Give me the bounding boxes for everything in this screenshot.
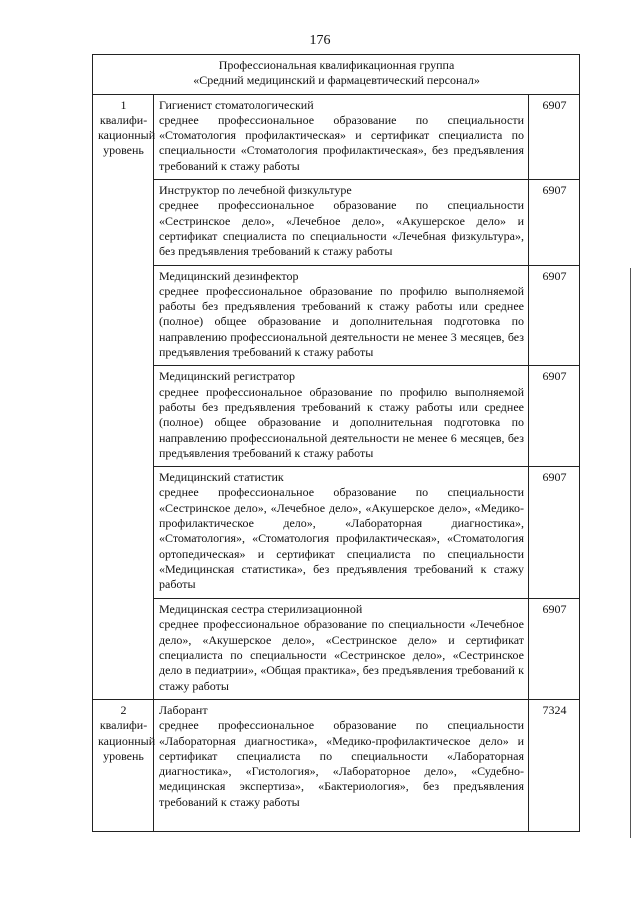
scan-edge-line [630, 268, 631, 838]
level-label-line: уровень [103, 748, 144, 763]
position-requirements: среднее профессиональное образование по профилю выполняемой работы без предъявления требований к стажу работы или среднее (полное) общее образование и дополнительная подготовка по направлению профессиональной деятельности не менее 3 месяцев, без предъявления требований к стажу работы [159, 283, 524, 360]
table-row [93, 467, 580, 599]
level-label [93, 94, 154, 699]
salary-value: 6907 [529, 94, 580, 179]
salary-value: 6907 [529, 180, 580, 265]
group-header [93, 55, 580, 95]
position-cell [154, 599, 529, 700]
position-title: Лаборант [159, 702, 208, 717]
position-requirements: среднее профессиональное образование по специальности «Стоматология профилактическая» и сертификат специалиста по специальности «Стоматология профилактическая», без предъявления требований к стажу работы [159, 112, 524, 173]
position-cell [154, 699, 529, 831]
level-label [93, 699, 154, 831]
table-row [93, 366, 580, 467]
position-cell [154, 265, 529, 366]
qualification-table [92, 54, 580, 832]
salary-value: 6907 [529, 366, 580, 467]
position-requirements: среднее профессиональное образование по профилю выполняемой работы без предъявления требований к стажу работы или среднее (полное) общее образование и дополнительная подготовка по направлению профессиональной деятельности не менее 6 месяцев, без предъявления требований к стажу работы [159, 384, 524, 460]
page-number: 176 [309, 33, 331, 48]
position-title: Медицинский статистик [159, 470, 284, 485]
position-title: Инструктор по лечебной физкультуре [159, 183, 352, 198]
level-label-line: кационный [98, 733, 156, 748]
salary-value: 6907 [529, 467, 580, 599]
position-title: Гигиенист стоматологический [159, 97, 314, 112]
level-label-line: 1 квалифи- [99, 97, 148, 127]
table-row [93, 180, 580, 265]
table-row [93, 94, 580, 179]
position-cell [154, 94, 529, 179]
position-requirements: среднее профессиональное образование по специальности «Сестринское дело», «Лечебное дело», «Акушерское дело», «Медико-профилактическое дело», «Лабораторная диагностика», «Стоматология», «Стоматология профилактическая», «Стоматология ортопедическая» и сертификат специалиста по специальности «Медицинская статистика», без предъявления требований к стажу работы [159, 485, 524, 592]
group-header-line2: «Средний медицинский и фармацевтический персонал» [193, 73, 480, 88]
salary-value: 6907 [529, 599, 580, 700]
position-title: Медицинский дезинфектор [159, 268, 299, 283]
position-title: Медицинская сестра стерилизационной [159, 602, 363, 617]
position-requirements: среднее профессиональное образование по специальности «Сестринское дело», «Лечебное дело», «Акушерское дело» и сертификат специалиста по специальности «Лечебная физкультура», без предъявления требований к стажу работы [159, 198, 524, 259]
position-cell [154, 366, 529, 467]
salary-value: 7324 [529, 699, 580, 831]
position-cell [154, 180, 529, 265]
level-label-line: кационный [98, 128, 156, 143]
level-label-line: 2 квалифи- [99, 702, 148, 733]
group-header-line1: Профессиональная квалификационная группа [218, 58, 455, 72]
group-header-row [93, 55, 580, 95]
level-label-line: уровень [103, 143, 144, 158]
table-row [93, 599, 580, 700]
table-row [93, 265, 580, 366]
table-row [93, 699, 580, 831]
position-title: Медицинский регистратор [159, 369, 295, 384]
position-requirements: среднее профессиональное образование по специальности «Лечебное дело», «Акушерское дело», «Сестринское дело» и сертификат специалиста по специальности «Сестринское дело», «Сестринское дело в педиатрии», «Общая практика», без предъявления требований к стажу работы [159, 617, 524, 693]
position-cell [154, 467, 529, 599]
position-requirements: среднее профессиональное образование по специальности «Лабораторная диагностика», «Медико-профилактическое дело» и сертификат специалиста по специальности «Лабораторная диагностика», «Гистология», «Лабораторное дело», «Судебно-медицинская экспертиза», «Бактериология», без предъявления требований к стажу работы [159, 718, 524, 809]
salary-value: 6907 [529, 265, 580, 366]
